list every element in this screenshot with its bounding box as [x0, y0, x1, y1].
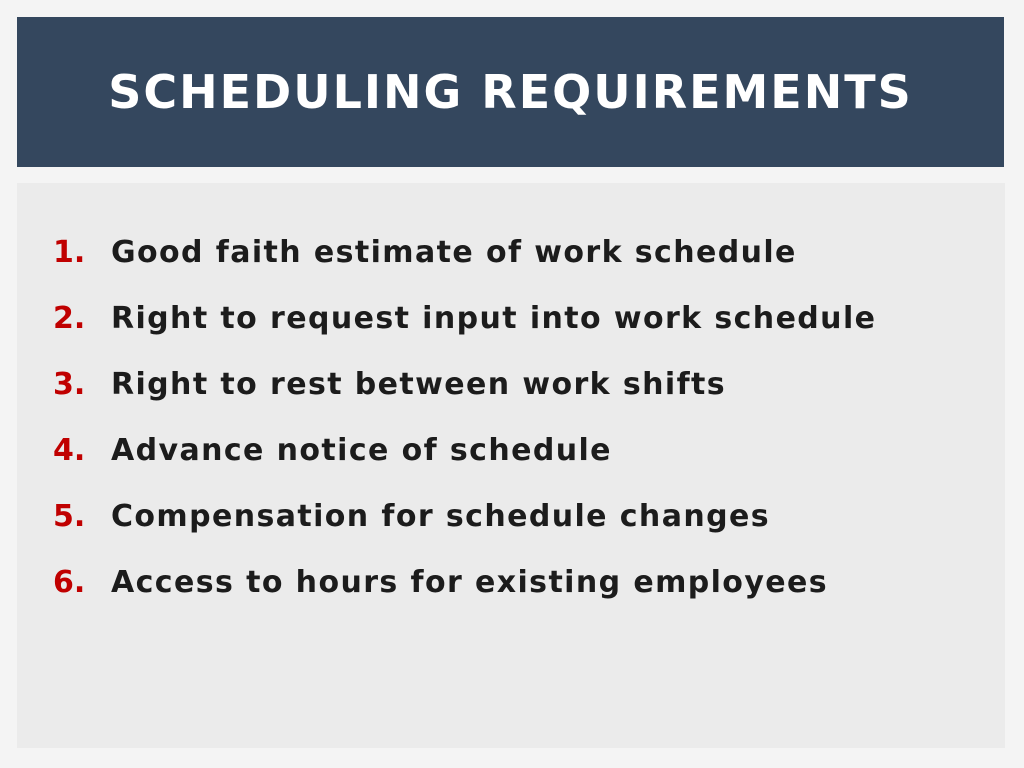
list-item: [53, 367, 876, 433]
list-item: [53, 565, 876, 631]
content-panel: [17, 183, 1005, 748]
item-text: Right to request input into work schedule: [111, 301, 877, 336]
item-number: 1.: [53, 235, 86, 270]
item-text: Access to hours for existing employees: [111, 565, 829, 600]
requirements-list: [53, 235, 876, 631]
item-number: 3.: [53, 367, 86, 402]
list-item: [53, 499, 876, 565]
item-text: Advance notice of schedule: [111, 433, 612, 468]
item-number: 2.: [53, 301, 86, 336]
list-item: [53, 301, 876, 367]
item-number: 4.: [53, 433, 86, 468]
item-number: 5.: [53, 499, 86, 534]
item-text: Compensation for schedule changes: [111, 499, 770, 534]
item-number: 6.: [53, 565, 86, 600]
list-item: [53, 433, 876, 499]
item-text: Right to rest between work shifts: [111, 367, 727, 402]
title-bar: [17, 17, 1004, 167]
list-item: [53, 235, 876, 301]
item-text: Good faith estimate of work schedule: [111, 235, 797, 270]
slide-title: SCHEDULING REQUIREMENTS: [108, 65, 913, 119]
